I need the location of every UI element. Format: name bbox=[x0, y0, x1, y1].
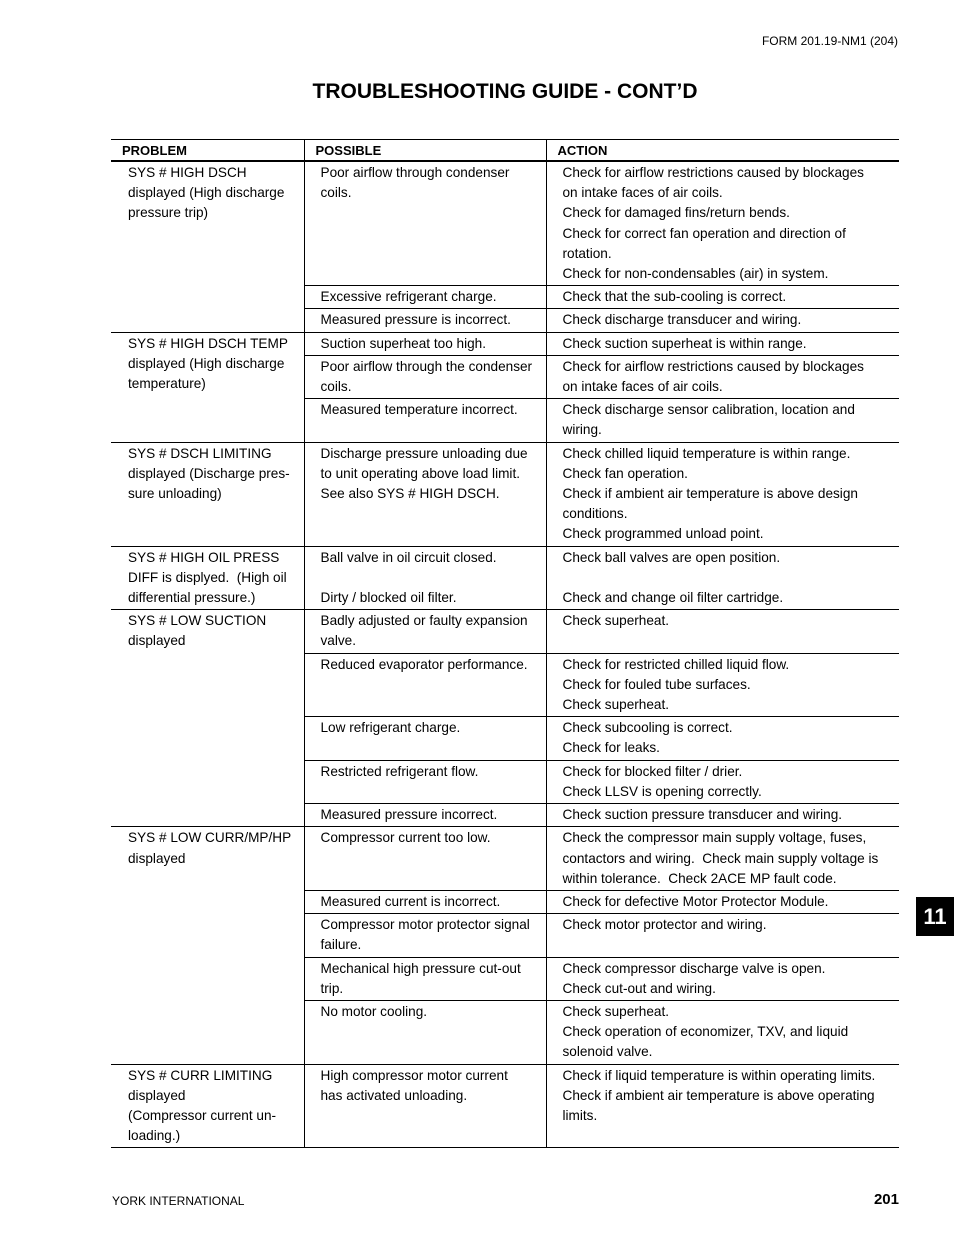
possible-cause-cell bbox=[304, 827, 546, 891]
possible-cause-text: failure. bbox=[320, 937, 362, 953]
action-text: Check programmed unload point. bbox=[562, 526, 764, 542]
problem-text: temperature) bbox=[128, 376, 206, 392]
possible-cause-text: See also SYS # HIGH DSCH. bbox=[320, 486, 500, 502]
possible-cause-cell bbox=[304, 653, 546, 717]
action-text: Check motor protector and wiring. bbox=[562, 917, 767, 933]
action-text: Check discharge transducer and wiring. bbox=[562, 312, 802, 328]
table-body bbox=[111, 161, 899, 1148]
action-text: Check if ambient air temperature is above operating bbox=[562, 1087, 875, 1103]
problem-text: displayed (High discharge bbox=[128, 185, 285, 201]
possible-cause-text: Badly adjusted or faulty expansion bbox=[320, 613, 528, 629]
possible-cause-cell bbox=[304, 1000, 546, 1064]
page-number: 201 bbox=[873, 1191, 899, 1208]
problem-text: displayed (High discharge bbox=[128, 355, 285, 371]
action-text: within tolerance. Check 2ACE MP fault code. bbox=[562, 870, 837, 886]
possible-cause-text: Ball valve in oil circuit closed. bbox=[320, 549, 497, 565]
action-text: Check chilled liquid temperature is within range. bbox=[562, 445, 851, 461]
problem-text: displayed bbox=[128, 633, 186, 649]
action-text: contactors and wiring. Check main supply voltage is bbox=[562, 850, 879, 866]
action-cell bbox=[546, 286, 899, 309]
action-cell bbox=[546, 914, 899, 957]
problem-text: displayed bbox=[128, 1087, 186, 1103]
action-cell bbox=[546, 717, 899, 760]
action-text: conditions. bbox=[562, 506, 628, 522]
action-text: Check and change oil filter cartridge. bbox=[562, 590, 784, 606]
possible-cause-cell bbox=[304, 804, 546, 827]
possible-cause-text: to unit operating above load limit. bbox=[320, 465, 520, 481]
action-text: solenoid valve. bbox=[562, 1044, 653, 1060]
possible-cause-text: Compressor motor protector signal bbox=[320, 917, 530, 933]
problem-cell bbox=[111, 332, 304, 442]
problem-cell bbox=[111, 610, 304, 827]
possible-cause-text bbox=[321, 568, 540, 588]
action-cell bbox=[546, 546, 899, 610]
possible-cause-text: Reduced evaporator performance. bbox=[320, 656, 528, 672]
action-text: on intake faces of air coils. bbox=[562, 379, 723, 395]
possible-cause-text: coils. bbox=[320, 379, 352, 395]
troubleshooting-table bbox=[111, 139, 899, 1148]
action-cell bbox=[546, 399, 899, 442]
action-text: Check that the sub-cooling is correct. bbox=[562, 289, 787, 305]
action-text: Check for airflow restrictions caused by blockages bbox=[562, 358, 864, 374]
table-header-row bbox=[111, 140, 899, 162]
possible-cause-text: has activated unloading. bbox=[320, 1087, 468, 1103]
action-text: Check for fouled tube surfaces. bbox=[562, 676, 751, 692]
action-cell bbox=[546, 1064, 899, 1148]
possible-cause-text: Measured current is incorrect. bbox=[320, 893, 501, 909]
header-possible: POSSIBLE bbox=[304, 140, 546, 162]
possible-cause-text: Poor airflow through the condenser bbox=[320, 358, 533, 374]
action-text: Check for defective Motor Protector Module. bbox=[562, 893, 829, 909]
action-text: Check operation of economizer, TXV, and liquid bbox=[562, 1024, 849, 1040]
possible-cause-text: Restricted refrigerant flow. bbox=[320, 763, 479, 779]
header-problem: PROBLEM bbox=[111, 140, 304, 162]
table-row bbox=[111, 546, 899, 610]
problem-text: SYS # DSCH LIMITING bbox=[128, 445, 272, 461]
possible-cause-text: Compressor current too low. bbox=[320, 830, 491, 846]
possible-cause-cell bbox=[304, 161, 546, 286]
action-text: on intake faces of air coils. bbox=[562, 185, 723, 201]
action-text: limits. bbox=[562, 1107, 598, 1123]
problem-cell bbox=[111, 827, 304, 1064]
problem-text: displayed bbox=[128, 850, 186, 866]
possible-cause-cell bbox=[304, 442, 546, 546]
possible-cause-cell bbox=[304, 286, 546, 309]
header-action: ACTION bbox=[546, 140, 899, 162]
action-cell bbox=[546, 760, 899, 803]
action-cell bbox=[546, 309, 899, 332]
possible-cause-cell bbox=[304, 760, 546, 803]
action-text: Check LLSV is opening correctly. bbox=[562, 783, 762, 799]
action-text: Check for restricted chilled liquid flow. bbox=[562, 656, 790, 672]
problem-text: SYS # HIGH DSCH bbox=[128, 165, 247, 180]
possible-cause-cell bbox=[304, 957, 546, 1000]
problem-text: (Compressor current un- bbox=[128, 1107, 277, 1123]
problem-text: SYS # LOW CURR/MP/HP bbox=[128, 830, 292, 846]
problem-text: pressure trip) bbox=[128, 205, 209, 221]
action-text: Check for leaks. bbox=[562, 740, 660, 756]
action-text: Check suction pressure transducer and wiring. bbox=[562, 807, 843, 823]
action-text bbox=[563, 568, 894, 588]
problem-cell bbox=[111, 1064, 304, 1148]
action-text: Check if ambient air temperature is above design bbox=[562, 486, 858, 502]
action-text: Check superheat. bbox=[562, 1003, 670, 1019]
possible-cause-text: Measured pressure incorrect. bbox=[320, 807, 498, 823]
action-cell bbox=[546, 332, 899, 355]
action-cell bbox=[546, 610, 899, 653]
action-text: Check suction superheat is within range. bbox=[562, 335, 807, 351]
possible-cause-cell bbox=[304, 717, 546, 760]
problem-text: SYS # CURR LIMITING bbox=[128, 1067, 273, 1083]
possible-cause-cell bbox=[304, 399, 546, 442]
action-text: Check for blocked filter / drier. bbox=[562, 763, 743, 779]
action-text: Check superheat. bbox=[562, 613, 670, 629]
problem-text: SYS # LOW SUCTION bbox=[128, 613, 267, 629]
possible-cause-text: trip. bbox=[320, 980, 344, 996]
action-text: Check superheat. bbox=[562, 697, 670, 713]
possible-cause-cell bbox=[304, 610, 546, 653]
action-cell bbox=[546, 890, 899, 913]
table-row bbox=[111, 442, 899, 546]
problem-text: sure unloading) bbox=[128, 486, 222, 502]
action-text: rotation. bbox=[562, 245, 612, 261]
action-text: Check ball valves are open position. bbox=[562, 549, 781, 565]
action-cell bbox=[546, 804, 899, 827]
problem-text: SYS # HIGH DSCH TEMP bbox=[128, 335, 288, 351]
possible-cause-text: coils. bbox=[320, 185, 352, 201]
possible-cause-text: Discharge pressure unloading due bbox=[320, 445, 528, 461]
problem-text: DIFF is displyed. (High oil bbox=[128, 569, 287, 585]
possible-cause-cell bbox=[304, 332, 546, 355]
action-cell bbox=[546, 957, 899, 1000]
section-tab: 11 bbox=[916, 897, 954, 936]
problem-cell bbox=[111, 442, 304, 546]
table-row bbox=[111, 827, 899, 891]
problem-text: differential pressure.) bbox=[128, 590, 256, 606]
possible-cause-text: Dirty / blocked oil filter. bbox=[320, 590, 457, 606]
possible-cause-text: High compressor motor current bbox=[320, 1067, 508, 1083]
action-text: wiring. bbox=[562, 422, 602, 438]
action-cell bbox=[546, 653, 899, 717]
action-cell bbox=[546, 161, 899, 286]
problem-cell bbox=[111, 161, 304, 332]
possible-cause-text: Measured pressure is incorrect. bbox=[320, 312, 511, 328]
problem-cell bbox=[111, 546, 304, 610]
action-text: Check for correct fan operation and direction of bbox=[562, 225, 846, 241]
problem-text: displayed (Discharge pres- bbox=[128, 465, 290, 481]
action-text: Check fan operation. bbox=[562, 465, 688, 481]
possible-cause-text: valve. bbox=[320, 633, 357, 649]
action-cell bbox=[546, 355, 899, 398]
possible-cause-text: Poor airflow through condenser bbox=[320, 165, 510, 180]
possible-cause-text: Excessive refrigerant charge. bbox=[320, 289, 497, 305]
possible-cause-cell bbox=[304, 890, 546, 913]
table-row bbox=[111, 161, 899, 286]
action-cell bbox=[546, 1000, 899, 1064]
form-number: FORM 201.19-NM1 (204) bbox=[761, 34, 898, 48]
possible-cause-text: Low refrigerant charge. bbox=[320, 720, 461, 736]
action-text: Check cut-out and wiring. bbox=[562, 980, 716, 996]
possible-cause-text: No motor cooling. bbox=[320, 1003, 428, 1019]
action-cell bbox=[546, 827, 899, 891]
action-text: Check compressor discharge valve is open. bbox=[562, 960, 826, 976]
action-text: Check if liquid temperature is within operating limits. bbox=[562, 1067, 876, 1083]
action-text: Check the compressor main supply voltage, fuses, bbox=[562, 830, 867, 846]
action-text: Check for airflow restrictions caused by blockages bbox=[562, 165, 864, 180]
action-text: Check for non-condensables (air) in system. bbox=[562, 266, 829, 282]
footer-company: YORK INTERNATIONAL bbox=[112, 1194, 245, 1208]
possible-cause-text: Measured temperature incorrect. bbox=[320, 402, 518, 418]
possible-cause-cell bbox=[304, 1064, 546, 1148]
table-row bbox=[111, 1064, 899, 1148]
action-text: Check for damaged fins/return bends. bbox=[562, 205, 790, 221]
action-text: Check subcooling is correct. bbox=[562, 720, 733, 736]
possible-cause-cell bbox=[304, 355, 546, 398]
action-cell bbox=[546, 442, 899, 546]
possible-cause-cell bbox=[304, 309, 546, 332]
problem-text: loading.) bbox=[128, 1128, 181, 1144]
problem-text: SYS # HIGH OIL PRESS bbox=[128, 549, 280, 565]
possible-cause-cell bbox=[304, 546, 546, 610]
possible-cause-text: Suction superheat too high. bbox=[320, 335, 487, 351]
page-title: TROUBLESHOOTING GUIDE - CONT’D bbox=[312, 80, 698, 103]
table-row bbox=[111, 332, 899, 355]
action-text: Check discharge sensor calibration, location and bbox=[562, 402, 855, 418]
possible-cause-cell bbox=[304, 914, 546, 957]
table-row bbox=[111, 610, 899, 653]
possible-cause-text: Mechanical high pressure cut-out bbox=[320, 960, 521, 976]
